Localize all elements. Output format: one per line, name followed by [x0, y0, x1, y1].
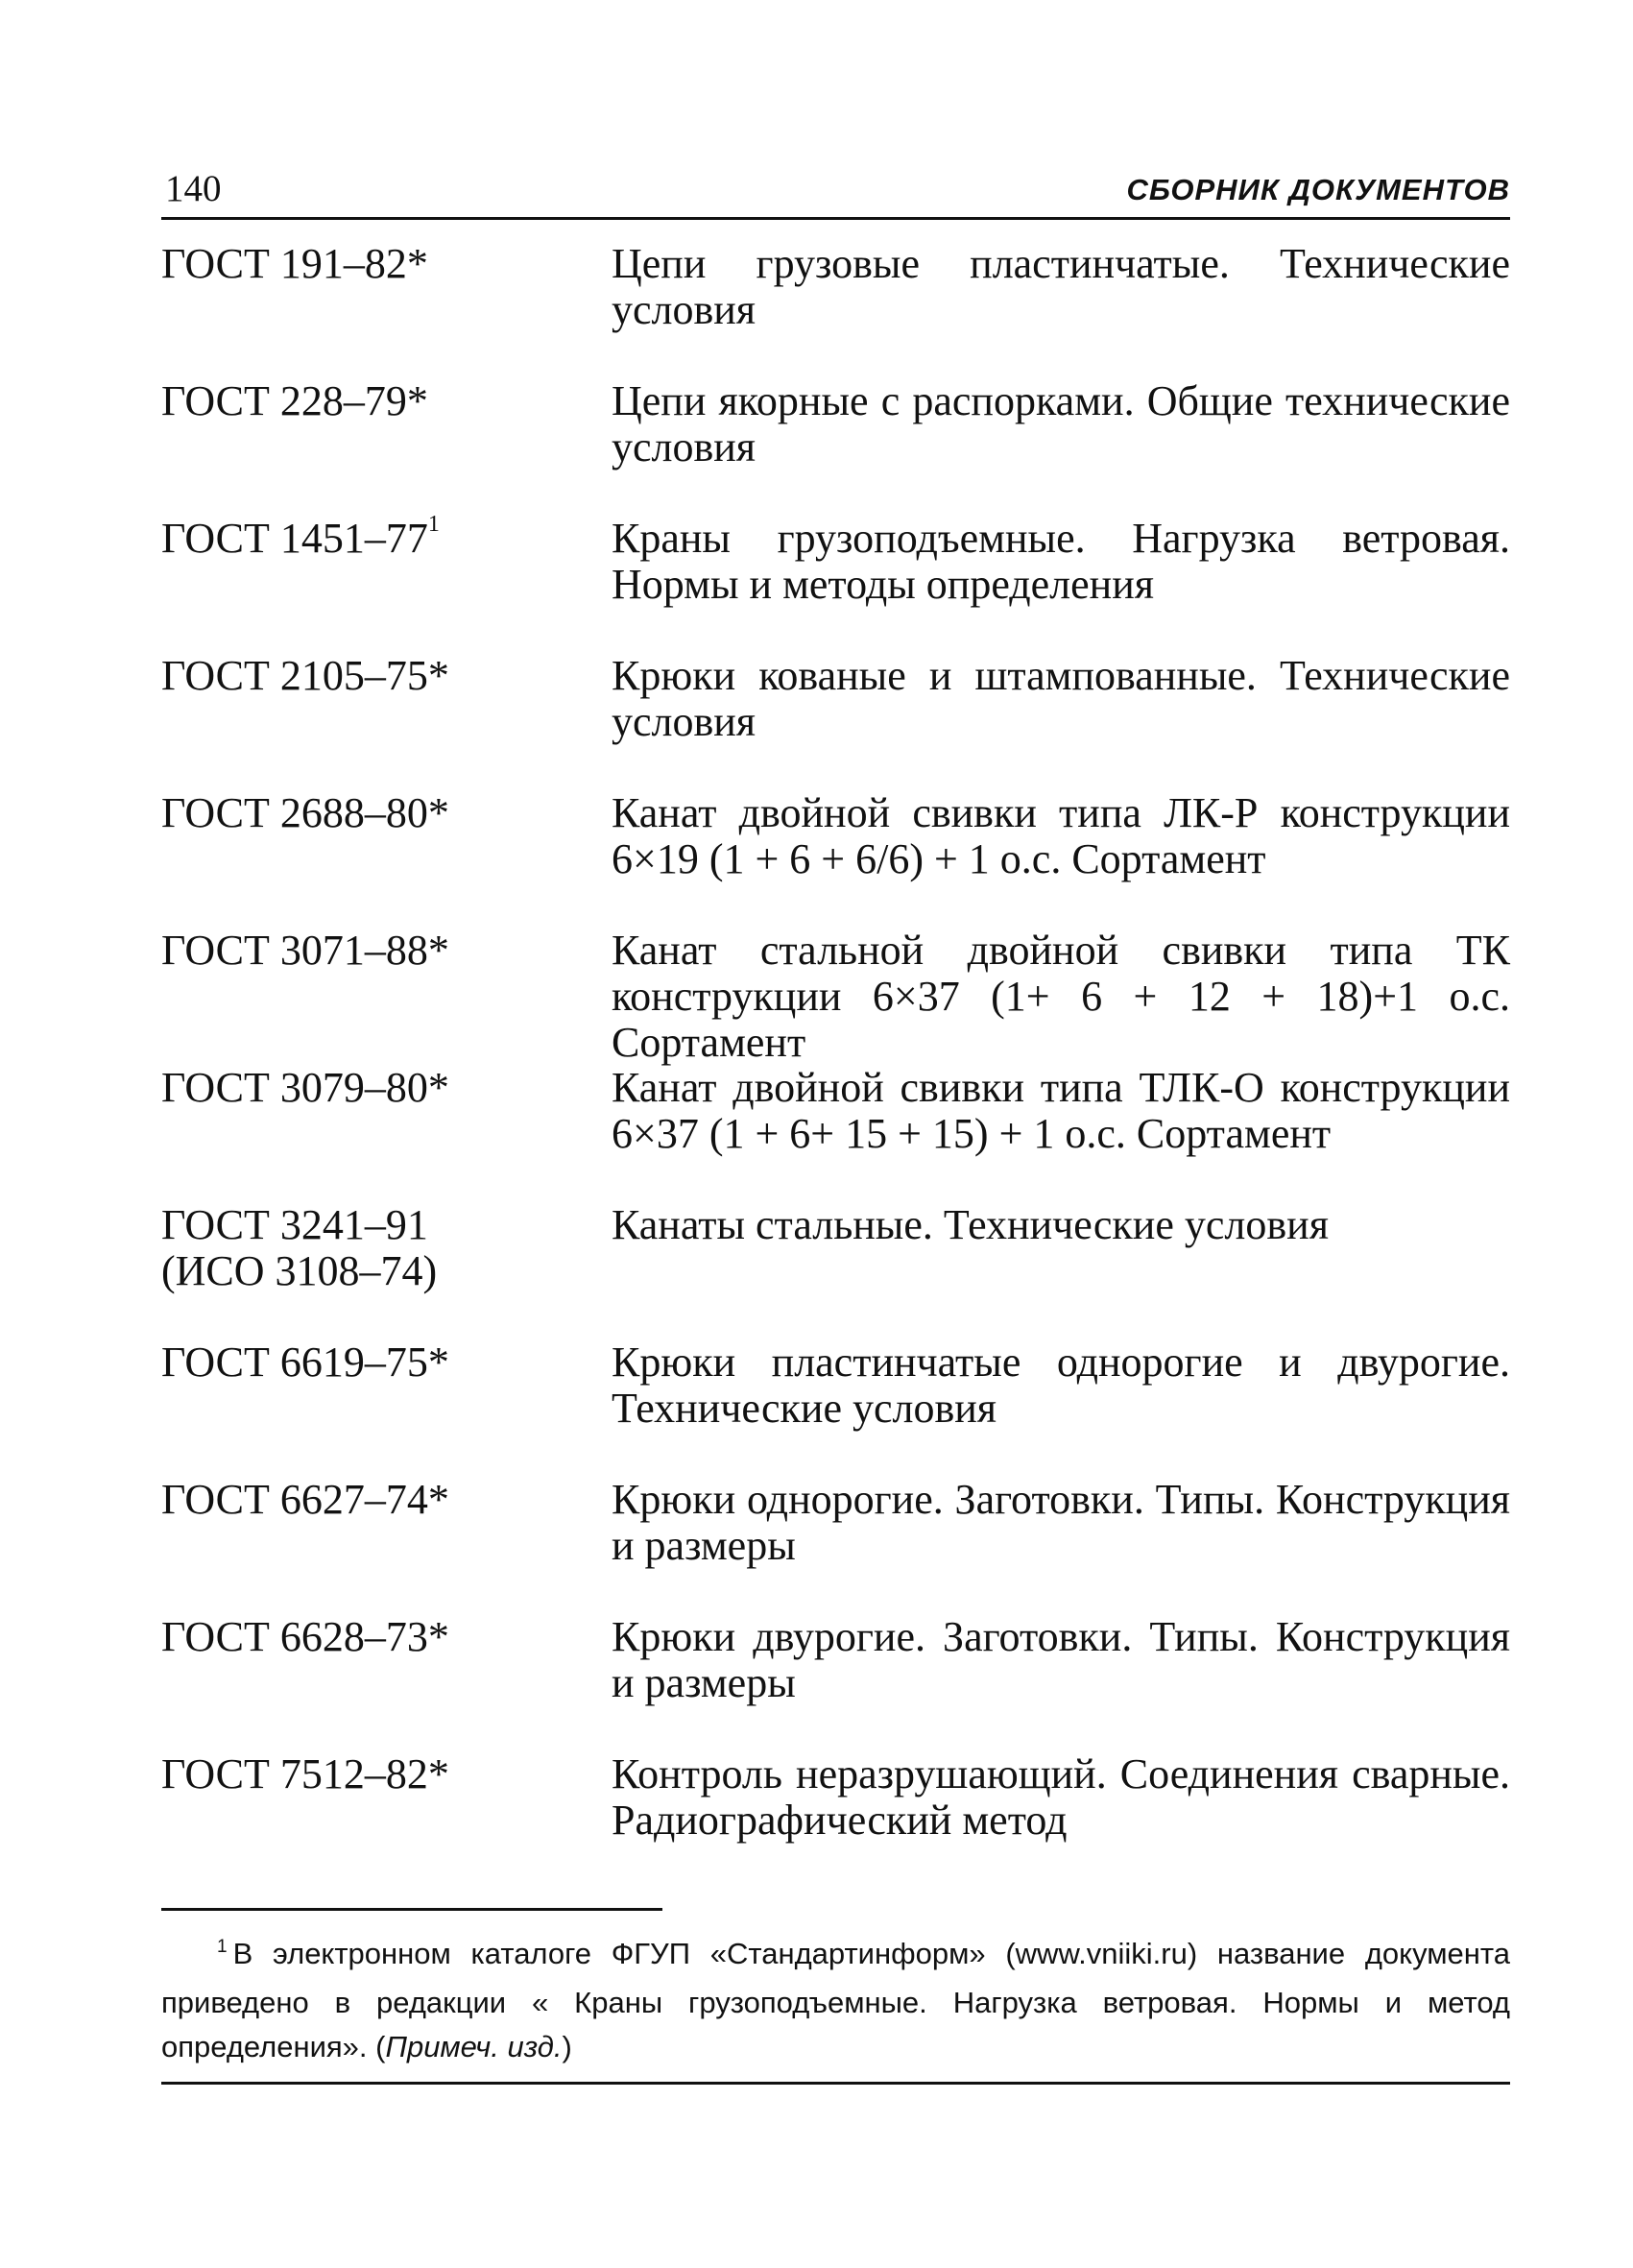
standard-title: Канат стальной двойной свивки типа ТК конструкции 6×37 (1+ 6 + 12 + 18)+1 о.с. Сортамент	[612, 927, 1510, 1066]
standard-code: ГОСТ 2105–75*	[161, 652, 449, 699]
bottom-divider	[161, 2082, 1510, 2085]
standard-entry	[161, 790, 1510, 928]
standard-code: ГОСТ 3071–88*	[161, 927, 449, 974]
standard-entry	[161, 241, 1510, 378]
standard-code	[161, 1202, 612, 1294]
standard-title: Цепи якорные с распорками. Общие технические условия	[612, 377, 1510, 470]
footnote-reference: 1	[427, 512, 440, 538]
standard-entry	[161, 928, 1510, 1065]
standard-title: Крюки однорогие. Заготовки. Типы. Конструкция и размеры	[612, 1476, 1510, 1569]
standard-title: Контроль неразрушающий. Соединения сварные. Радиографический метод	[612, 1750, 1510, 1844]
editor-note: Примеч. изд.	[385, 2030, 563, 2063]
standard-code-line: ГОСТ 3241–91	[161, 1201, 428, 1248]
standard-title: Канат двойной свивки типа ТЛК-О конструкции 6×37 (1 + 6+ 15 + 15) + 1 о.с. Сортамент	[612, 1064, 1510, 1157]
standard-entry	[161, 1339, 1510, 1477]
standard-entry	[161, 1477, 1510, 1614]
standard-entry	[161, 1202, 1510, 1339]
document-page	[161, 163, 1510, 2063]
standard-entry	[161, 653, 1510, 790]
standard-code: ГОСТ 7512–82*	[161, 1750, 449, 1798]
footnote: $^1$ В электронном каталоге ФГУП «Стандартинформ» (www.vniiki.ru) название документа приведено в редакции « Краны грузоподъемные. Нагрузка ветровая. Нормы и метод определения». (Примеч. изд.)	[161, 1937, 1510, 2063]
standard-entry	[161, 1751, 1510, 1889]
footnote-mark: 1	[217, 1937, 228, 1957]
standard-title: Канаты стальные. Технические условия	[612, 1201, 1329, 1248]
standard-title: Краны грузоподъемные. Нагрузка ветровая. Нормы и методы определения	[612, 515, 1510, 608]
standard-title: Крюки двурогие. Заготовки. Типы. Конструкция и размеры	[612, 1613, 1510, 1706]
standard-title: Цепи грузовые пластинчатые. Технические условия	[612, 240, 1510, 333]
standard-code: ГОСТ 228–79*	[161, 377, 428, 424]
standard-code: ГОСТ 191–82*	[161, 240, 428, 287]
standard-title: Крюки кованые и штампованные. Технические условия	[612, 652, 1510, 745]
standard-code-equivalent: (ИСО 3108–74)	[161, 1247, 438, 1294]
standard-title: Крюки пластинчатые однорогие и двурогие. Технические условия	[612, 1339, 1510, 1432]
standard-entry	[161, 1065, 1510, 1202]
standard-code: ГОСТ 1451–77$^1$	[161, 512, 440, 562]
footnote-text: В электронном каталоге ФГУП «Стандартинформ» (www.vniiki.ru) название документа приведено в редакции « Краны грузоподъемные. Нагрузка ветровая. Нормы и метод определения».	[161, 1937, 1510, 2063]
standard-code: ГОСТ 6627–74*	[161, 1476, 449, 1523]
running-title: СБОРНИК ДОКУМЕНТОВ	[1126, 173, 1510, 206]
standard-title: Канат двойной свивки типа ЛК-Р конструкции 6×19 (1 + 6 + 6/6) + 1 о.с. Сортамент	[612, 789, 1510, 882]
standard-code: ГОСТ 3079–80*	[161, 1064, 449, 1111]
standard-entry	[161, 512, 1510, 653]
page-number: 140	[165, 168, 222, 209]
standards-list	[161, 241, 1510, 1889]
standard-code: ГОСТ 6628–73*	[161, 1613, 449, 1660]
standard-entry	[161, 1614, 1510, 1751]
standard-code: ГОСТ 6619–75*	[161, 1339, 449, 1386]
standard-code: ГОСТ 2688–80*	[161, 789, 449, 836]
standard-entry	[161, 378, 1510, 516]
page-header	[161, 163, 1510, 220]
footnote-divider	[161, 1908, 662, 1911]
